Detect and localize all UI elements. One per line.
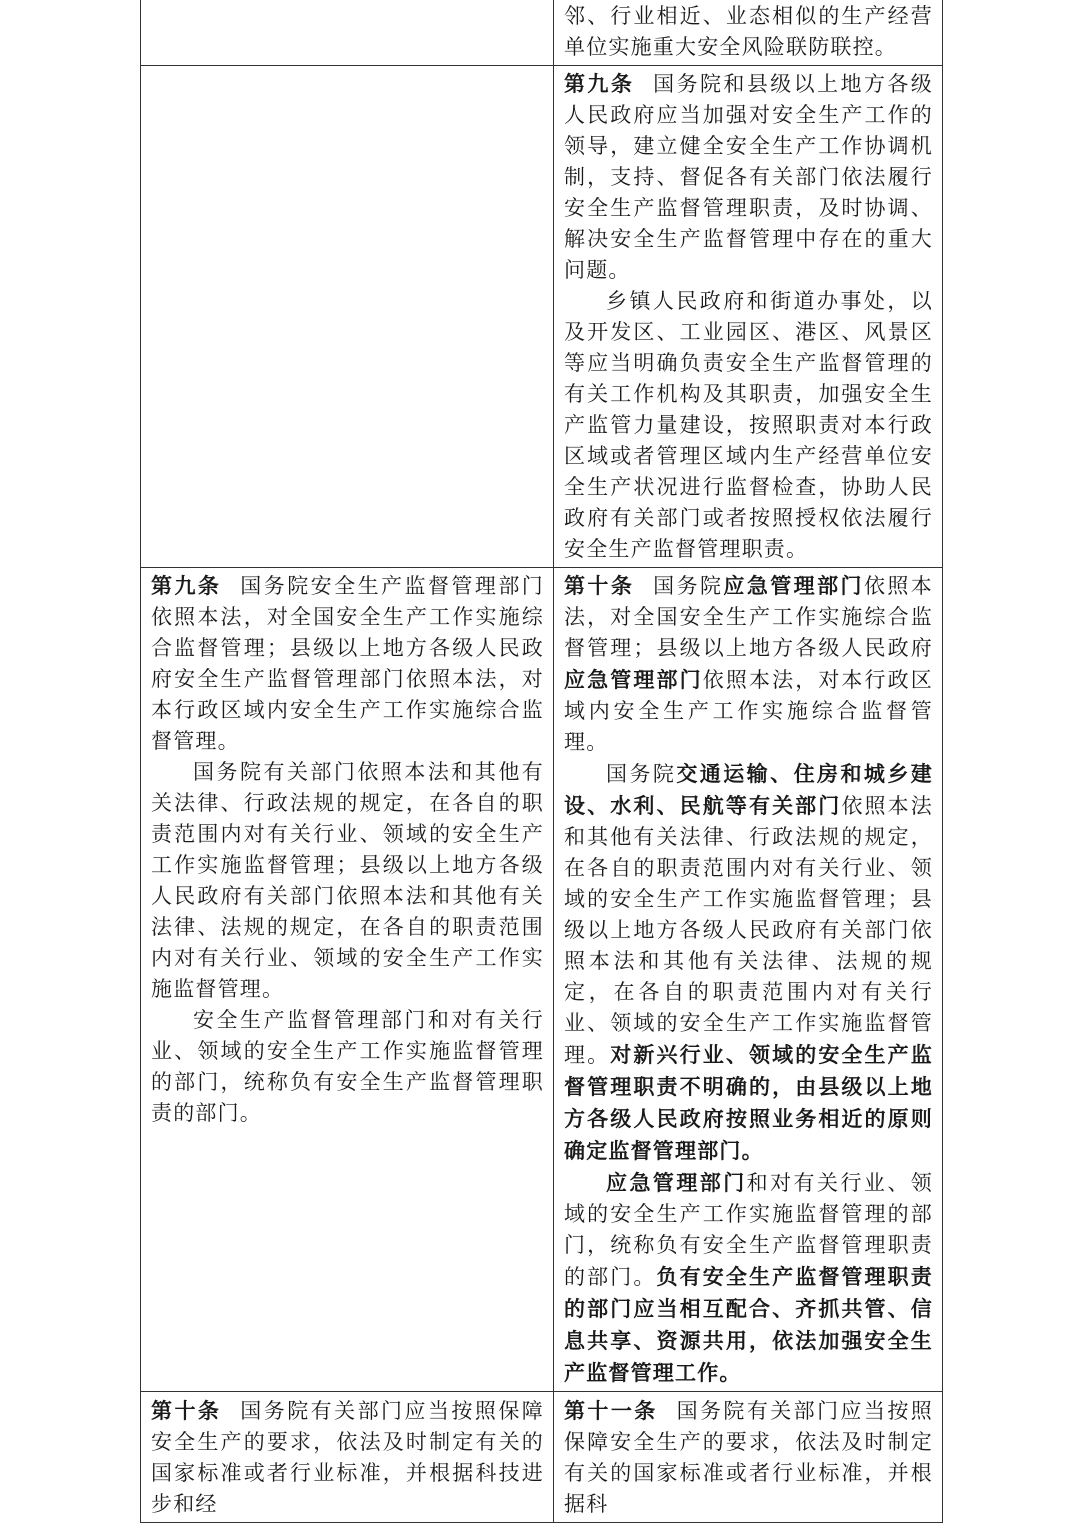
paragraph-text: 依照本法和其他有关法律、行政法规的规定，在各自的职责范围内对有关行业、领域的安全生产工作实施监督管理；县级以上地方各级人民政府有关部门依照本法和其他有关法律、法规的规定，在各自的职责范围内对有关行业、领域的安全生产工作实施监督管理。 bbox=[564, 794, 933, 1067]
paragraph-text: 国务院安全生产监督管理部门依照本法，对全国安全生产工作实施综合监督管理；县级以上地方各级人民政府安全生产监督管理部门依照本法，对本行政区域内安全生产工作实施综合监督管理。 bbox=[151, 574, 544, 753]
article-heading: 第九条 bbox=[564, 71, 635, 96]
new-text-cell bbox=[554, 0, 943, 66]
paragraph: 邻、行业相近、业态相似的生产经营单位实施重大安全风险联防联控。 bbox=[564, 4, 933, 59]
article-heading: 第十条 bbox=[564, 573, 635, 598]
paragraph bbox=[151, 570, 544, 757]
amended-text: 应急管理部门 bbox=[606, 1170, 747, 1195]
paragraph-text: 国务院有关部门应当按照保障安全生产的要求，依法及时制定有关的国家标准或者行业标准，并根据科技进步和经 bbox=[151, 1399, 544, 1516]
article-heading: 第十条 bbox=[151, 1398, 222, 1423]
amended-text: 交通运输、住房和城乡建设、水利、民航等有关部门 bbox=[564, 761, 933, 818]
amended-text: 应急管理部门 bbox=[723, 573, 864, 598]
old-text-cell bbox=[141, 66, 554, 568]
paragraph bbox=[564, 758, 933, 1167]
amended-text: 负有安全生产监督管理职责的部门应当相互配合、齐抓共管、信息共享、资源共用，依法加强安全生产监督管理工作。 bbox=[564, 1264, 933, 1385]
paragraph-text: 依照本法，对本行政区域内安全生产工作实施综合监督管理。 bbox=[564, 668, 933, 754]
paragraph-text: 国务院和县级以上地方各级人民政府应当加强对安全生产工作的领导，建立健全安全生产工作协调机制，支持、督促各有关部门依法履行安全生产监督管理职责，及时协调、解决安全生产监督管理中存在的重大问题。 bbox=[564, 72, 933, 282]
paragraph-text: 依照本法，对全国安全生产工作实施综合监督管理；县级以上地方各级人民政府 bbox=[564, 574, 933, 660]
paragraph bbox=[564, 570, 933, 758]
table-row bbox=[141, 66, 943, 568]
paragraph: 乡镇人民政府和街道办事处，以及开发区、工业园区、港区、风景区等应当明确负责安全生产监督管理的有关工作机构及其职责，加强安全生产监管力量建设，按照职责对本行政区域或者管理区域内生产经营单位安全生产状况进行监督检查，协助人民政府有关部门或者按照授权依法履行安全生产监督管理职责。 bbox=[564, 289, 933, 561]
paragraph bbox=[564, 68, 933, 286]
article-heading: 第十一条 bbox=[564, 1398, 658, 1423]
table-row bbox=[141, 0, 943, 66]
paragraph: 安全生产监督管理部门和对有关行业、领域的安全生产工作实施监督管理的部门，统称负有安全生产监督管理职责的部门。 bbox=[151, 1008, 544, 1125]
paragraph: 国务院有关部门依照本法和其他有关法律、行政法规的规定，在各自的职责范围内对有关行业、领域的安全生产工作实施监督管理；县级以上地方各级人民政府有关部门依照本法和其他有关法律、法规的规定，在各自的职责范围内对有关行业、领域的安全生产工作实施监督管理。 bbox=[151, 760, 544, 1001]
old-text-cell bbox=[141, 1392, 554, 1523]
old-text-cell bbox=[141, 0, 554, 66]
amended-text: 对新兴行业、领域的安全生产监督管理职责不明确的，由县级以上地方各级人民政府按照业务相近的原则确定监督管理部门。 bbox=[564, 1042, 933, 1163]
paragraph bbox=[564, 1167, 933, 1389]
table-row bbox=[141, 568, 943, 1392]
new-text-cell bbox=[554, 1392, 943, 1523]
table-row bbox=[141, 1392, 943, 1523]
paragraph-text: 国务院有关部门应当按照保障安全生产的要求，依法及时制定有关的国家标准或者行业标准，并根据科 bbox=[564, 1399, 933, 1516]
new-text-cell bbox=[554, 568, 943, 1392]
article-heading: 第九条 bbox=[151, 573, 222, 598]
law-comparison-table bbox=[140, 0, 943, 1523]
old-text-cell bbox=[141, 568, 554, 1392]
paragraph-text: 国务院 bbox=[653, 574, 724, 598]
new-text-cell bbox=[554, 66, 943, 568]
amended-text: 应急管理部门 bbox=[564, 667, 703, 692]
paragraph bbox=[151, 1395, 544, 1520]
paragraph-text: 和对有关行业、领域的安全生产工作实施监督管理的部门，统称负有安全生产监督管理职责的部门。 bbox=[564, 1171, 933, 1289]
paragraph-text: 国务院 bbox=[606, 762, 677, 786]
paragraph bbox=[564, 1395, 933, 1520]
